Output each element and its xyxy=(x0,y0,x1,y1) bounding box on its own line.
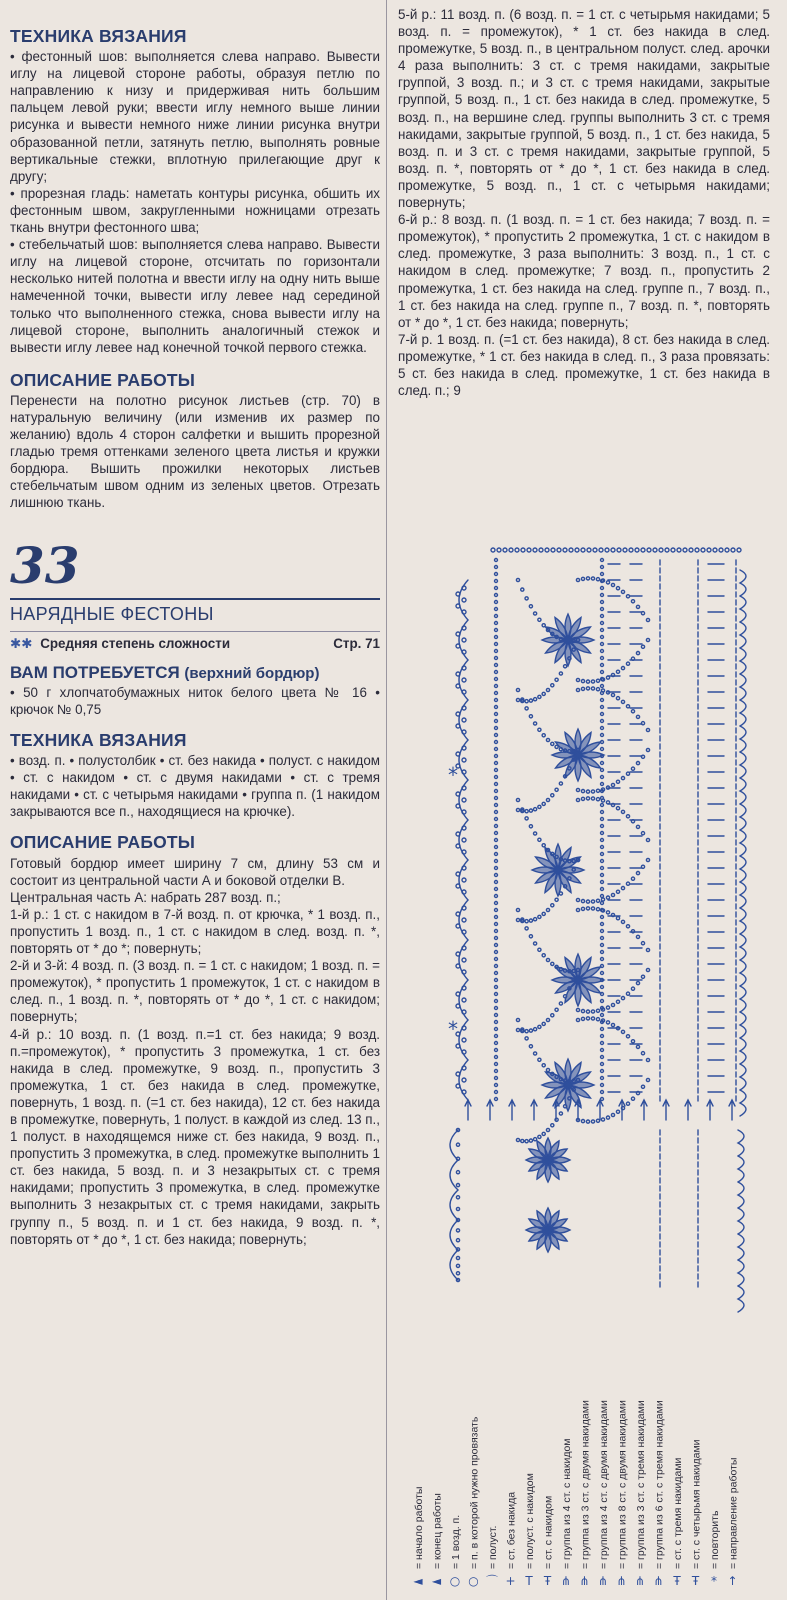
legend-symbol-icon: ⋔ xyxy=(579,1574,590,1588)
repeat-marker-top: * xyxy=(448,763,458,787)
technique-text-2: • возд. п. • полустолбик • ст. без накида • полуст. с накидом • ст. с накидом • ст. с двумя накидами • ст. с тремя накидами • ст. с четырьмя накидами • группа п. (1 накидом закрываются все п., находящиеся на крючке). xyxy=(10,753,380,820)
crochet-chart xyxy=(398,540,770,1600)
legend-symbol-icon: ○ xyxy=(449,1574,461,1588)
legend-symbol-icon: ⋔ xyxy=(597,1574,609,1588)
work2-para-2: Центральная часть А: набрать 287 возд. п.; xyxy=(10,889,281,905)
right-column xyxy=(398,6,770,399)
legend-symbol-icon: ⌒ xyxy=(485,1574,499,1588)
legend-label: = ст. с четырьмя накидами xyxy=(690,1439,703,1569)
legend-symbol-icon: ⋔ xyxy=(560,1574,572,1588)
technique-title-2: ТЕХНИКА ВЯЗАНИЯ xyxy=(10,730,187,750)
legend-label: = группа из 3 ст. с двумя накидами xyxy=(579,1400,592,1569)
legend-symbol-icon: ◄ xyxy=(413,1574,423,1588)
technique-para-1: • фестонный шов: выполняется слева направо. Вывести иглу на лицевой стороне работы, образуя петлю по направлению к низу и придерживая нить большим пальцем левой руки; ввести иглу немного выше линии рисунка и вывести немного ниже линии рисунка внутри образованной петли, затянуть петлю, выполнять ровные вертикальные стежки, вплотную прилегающие друг к другу; xyxy=(10,49,380,184)
legend-symbol-icon: Ŧ xyxy=(543,1574,552,1588)
page-reference: Стр. 71 xyxy=(333,635,380,651)
legend-symbol-icon: Ŧ xyxy=(691,1574,700,1588)
legend-label: = полуст. xyxy=(487,1525,499,1569)
legend-label: = группа из 4 ст. с накидом xyxy=(561,1438,573,1569)
column-divider xyxy=(386,0,387,1600)
legend-symbol-icon: * xyxy=(711,1574,717,1588)
difficulty-label: Средняя степень сложности xyxy=(40,635,231,651)
legend-label: = группа из 3 ст. с тремя накидами xyxy=(635,1400,647,1569)
technique-para-2: • прорезная гладь: наметать контуры рисунка, обшить их фестонным швом, закругленными ножницами отрезать ткань внутри фестонного шва; xyxy=(10,185,380,236)
legend-symbol-icon: ◄ xyxy=(431,1574,442,1588)
legend-label: = повторить xyxy=(709,1510,721,1569)
legend-symbol-icon: ⋔ xyxy=(653,1574,664,1588)
legend-label: = полуст. с накидом xyxy=(524,1473,536,1569)
work2-para-1: Готовый бордюр имеет ширину 7 см, длину 53 см и состоит из центральной части А и боковой отделки В. xyxy=(10,855,380,888)
work-text-1: Перенести на полотно рисунок листьев (стр. 70) в натуральную величину (или изменив их размер по желанию) вдоль 4 сторон салфетки и вышить прорезной гладью тремя оттенками зеленого цвета листья и кружки бордюра. Вышить прожилки некоторых листьев стебельчатым швом одним из зеленых цветов. Отрезать лишнюю ткань. xyxy=(10,392,380,511)
work-title-2: ОПИСАНИЕ РАБОТЫ xyxy=(10,832,196,853)
legend-label: = ст. с тремя накидами xyxy=(672,1457,684,1569)
legend-symbol-icon: ○ xyxy=(468,1574,479,1588)
legend-label: = начало работы xyxy=(413,1486,425,1569)
left-column xyxy=(10,28,380,1248)
work2-para-4: 2-й и 3-й: 4 возд. п. (3 возд. п. = 1 ст. с накидом; 1 возд. п. = промежуток), * пропустить 1 промежуток, 1 ст. с накидом в след. п., 1 возд. п. *, повторять от * до *, 1 ст. с накидом; повернуть; xyxy=(10,958,380,1025)
legend-label: = группа из 4 ст. с двумя накидами xyxy=(598,1400,610,1569)
technique-title-1: ТЕХНИКА ВЯЗАНИЯ xyxy=(10,26,187,46)
legend-symbol-icon: ↑ xyxy=(727,1574,738,1588)
legend-label: = 1 возд. п. xyxy=(450,1514,462,1569)
legend-symbol-icon: ⋔ xyxy=(634,1574,646,1588)
legend-label: = п. в которой нужно провязать xyxy=(468,1416,481,1569)
legend-label: = ст. с накидом xyxy=(542,1495,555,1569)
need-title: ВАМ ПОТРЕБУЕТСЯ (верхний бордюр) xyxy=(10,662,320,682)
legend-label: = конец работы xyxy=(431,1493,444,1569)
work2-para-3: 1-й р.: 1 ст. с накидом в 7-й возд. п. от крючка, * 1 возд. п., пропустить 1 возд. п., 1 ст. с накидом в след. возд. п. *, повторять от * до *; повернуть; xyxy=(10,906,380,957)
legend-symbol-icon: + xyxy=(505,1574,516,1588)
row7-text: 7-й р. 1 возд. п. (=1 ст. без накида), 8 ст. без накида в след. промежутке, * 1 ст. без накида в след. п., 3 раза провязать: 5 ст. без накида в след. промежутке, 1 ст. без накида в след. п.; 9 xyxy=(398,331,770,399)
work2-para-5: 4-й р.: 10 возд. п. (1 возд. п.=1 ст. без накида; 9 возд. п.=промежуток), * пропустить 3 промежутка, 1 ст. без накида в след. промежутке, 9 возд. п., пропустить 3 промежутка, 1 ст. без накида в след. промежутке, повернуть, 1 возд. п. (=1 ст. без накида), 12 ст. без накида в промежутке, повернуть, 1 полуст. в каждой из след. 13 п., 1 полуст. в находящемся ниже ст. без накида, 9 возд. п., пропустить 3 промежутка, в след. промежутке выполнить 1 ст. без накида, 5 возд. п. и 3 незакрытых ст. с тремя накидами; пропустить 3 промежутка, в след. промежутке выполнить 3 незакрытых ст. с тремя накидами, закрыть группу п., 5 возд. п. и 1 ст. без накида, 9 возд. п. *, повторять от * до *, 1 ст. без накида; повернуть; xyxy=(10,1026,380,1247)
difficulty-row xyxy=(10,631,380,652)
title-rule xyxy=(10,598,380,600)
technique-para-3: • стебельчатый шов: выполняется слева направо. Вывести иглу на лицевой стороне, отсчитать по горизонтали несколько нитей полотна и ввести иглу на одну нить выше намеченной точки, вывести иглу левее над серединой только что выполненного стежка, снова вывести иглу на лицевой стороне, выполнить аналогичный стежок и вывести иглу левее над конечной точкой первого стежка. xyxy=(10,237,380,355)
row6-text: 6-й р.: 8 возд. п. (1 возд. п. = 1 ст. без накида; 7 возд. п. = промежуток), * пропустить 2 промежутка, 1 ст. с накидом в след. промежутке, 3 раза выполнить: 3 возд. п., 1 ст. с накидом в след. промежутке; 7 возд. п., пропустить 2 промежутка, 1 ст. без накида на след. группе п., 7 возд. п., 1 ст. без накида на след. группе п., 7 возд. п. *, повторять от * до *, 1 ст. без накида; повернуть; xyxy=(398,212,770,330)
star-icon: ✱✱ xyxy=(10,635,33,651)
legend-symbol-icon: Ŧ xyxy=(673,1574,681,1588)
legend-label: = группа из 6 ст. с тремя накидами xyxy=(653,1400,666,1569)
project-title: НАРЯДНЫЕ ФЕСТОНЫ xyxy=(10,603,214,624)
legend-symbol-icon: ⋔ xyxy=(616,1574,627,1588)
legend-label: = ст. без накида xyxy=(505,1491,518,1569)
repeat-marker-bottom: * xyxy=(448,1017,458,1041)
project-number: 33 xyxy=(10,535,80,595)
work-title-1: ОПИСАНИЕ РАБОТЫ xyxy=(10,369,196,390)
row5-text: 5-й р.: 11 возд. п. (6 возд. п. = 1 ст. с четырьмя накидами; 5 возд. п. = промежуток), * 1 ст. без накида в след. промежутке, 5 возд. п., в центральном полуст. след. арочки 4 раза выполнить: 3 ст. с тремя накидами, закрытые группой, 3 возд. п.; и 3 ст. с тремя накидами, закрытые группой, 5 возд. п., 1 ст. без накида в след. промежутке, 5 возд. п., на вершине след. группы выполнить 3 ст. с тремя накидами, закрытые группой, 5 возд. п., 1 ст. без накида, 5 возд. п. и 3 ст. с тремя накидами, закрытые группой, 5 возд. п. *, повторять от * до *, 1 ст. без накида в след. промежутке, 5 возд. п., 1 ст. с четырьмя накидами; повернуть; xyxy=(398,7,770,211)
legend-symbol-icon: Т xyxy=(525,1574,533,1588)
legend-label: = группа из 8 ст. с двумя накидами xyxy=(616,1400,629,1569)
legend-label: = направление работы xyxy=(727,1457,740,1569)
need-text: • 50 г хлопчатобумажных ниток белого цвета № 16 • крючок № 0,75 xyxy=(10,684,380,717)
